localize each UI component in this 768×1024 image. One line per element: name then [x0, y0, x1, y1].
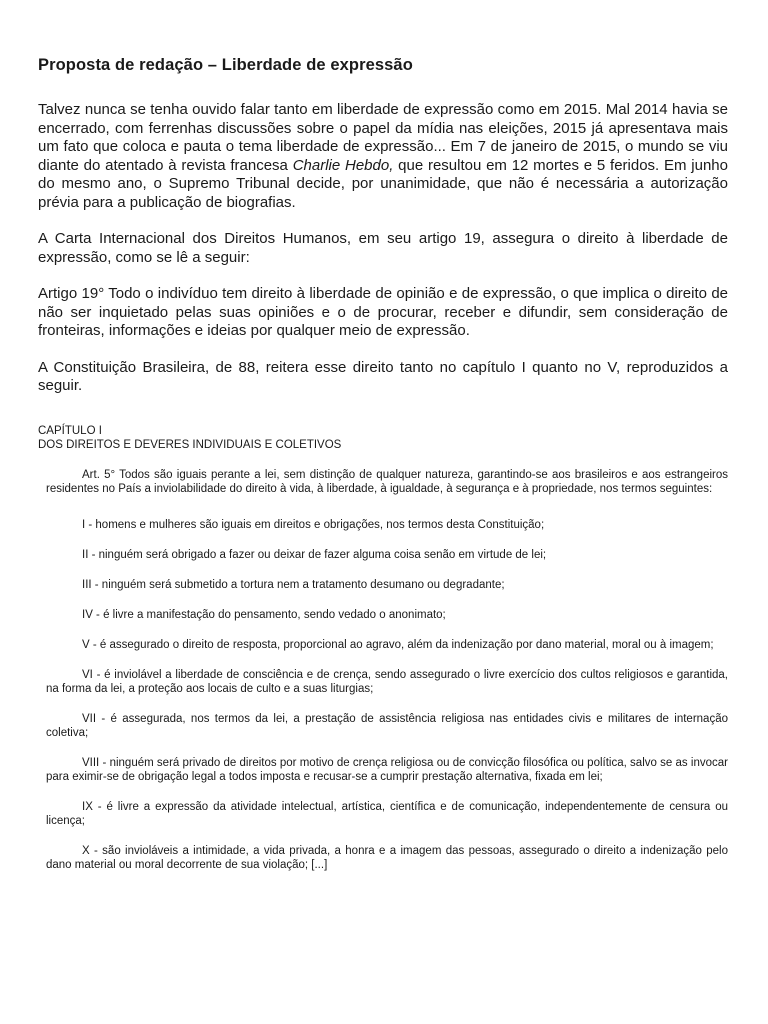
paragraph-intro [38, 101, 728, 212]
article-item: V - é assegurado o direito de resposta, proporcional ao agravo, além da indenização por dano material, moral ou à imagem; [82, 638, 714, 651]
article-item: VIII - ninguém será privado de direitos por motivo de crença religiosa ou de convicção filosófica ou política, salvo se as invocar para eximir-se de obrigação legal a todos imposta e recusar-se a cumprir prestação alternativa, fixada em lei; [46, 756, 728, 783]
document-title: Proposta de redação – Liberdade de expressão [38, 56, 413, 74]
article-item: I - homens e mulheres são iguais em direitos e obrigações, nos termos desta Constituição; [82, 518, 545, 531]
article-5 [46, 468, 728, 496]
article-item: III - ninguém será submetido a tortura nem a tratamento desumano ou degradante; [82, 578, 505, 591]
chapter-heading [38, 424, 728, 452]
paragraph-carta: A Carta Internacional dos Direitos Humanos, em seu artigo 19, assegura o direito à liberdade de expressão, como se lê a seguir: [38, 230, 728, 266]
paragraph-intro-part-2: que resultou em 12 mortes e 5 feridos. Em junho do mesmo ano, o Supremo Tribunal decide, por unanimidade, que não é necessária a autorização prévia para a publicação de biografias. [38, 156, 728, 211]
chapter-title: DOS DIREITOS E DEVERES INDIVIDUAIS E COLETIVOS [38, 438, 342, 451]
article-item: IV - é livre a manifestação do pensamento, sendo vedado o anonimato; [82, 608, 446, 621]
article-item: IX - é livre a expressão da atividade intelectual, artística, científica e de comunicação, independentemente de censura ou licença; [46, 800, 728, 827]
paragraph-intro-italic: Charlie Hebdo, [292, 156, 394, 174]
paragraph-artigo-19: Artigo 19° Todo o indivíduo tem direito à liberdade de opinião e de expressão, o que implica o direito de não ser inquietado pelas suas opiniões e o de procurar, receber e difundir, sem consideração de fronteiras, informações e ideias por qualquer meio de expressão. [38, 285, 728, 339]
article-item: VII - é assegurada, nos termos da lei, a prestação de assistência religiosa nas entidades civis e militares de internação coletiva; [46, 712, 728, 739]
paragraph-constituicao: A Constituição Brasileira, de 88, reitera esse direito tanto no capítulo I quanto no V, reproduzidos a seguir. [38, 358, 728, 394]
article-item: II - ninguém será obrigado a fazer ou deixar de fazer alguma coisa senão em virtude de lei; [82, 548, 547, 561]
article-items-list [38, 518, 728, 872]
chapter-label: CAPÍTULO I [38, 424, 102, 437]
article-item: VI - é inviolável a liberdade de consciência e de crença, sendo assegurado o livre exercício dos cultos religiosos e garantida, na forma da lei, a proteção aos locais de culto e a suas liturgias; [46, 668, 728, 695]
article-5-text: Art. 5° Todos são iguais perante a lei, sem distinção de qualquer natureza, garantindo-se aos brasileiros e aos estrangeiros residentes no País a inviolabilidade do direito à vida, à liberdade, à igualdade, à segurança e à propriedade, nos termos seguintes: [46, 468, 728, 495]
paragraph-intro-part-1: Talvez nunca se tenha ouvido falar tanto em liberdade de expressão como em 2015. Mal 2014 havia se encerrado, com ferrenhas discussões sobre o papel da mídia nas eleições, 2015 já apresentava mais um fato que coloca e pauta o tema liberdade de expressão... Em 7 de janeiro de 2015, o mundo se viu diante do atentado à revista francesa [38, 101, 728, 174]
article-item: X - são invioláveis a intimidade, a vida privada, a honra e a imagem das pessoas, assegurado o direito a indenização pelo dano material ou moral decorrente de sua violação; [...] [46, 844, 728, 871]
